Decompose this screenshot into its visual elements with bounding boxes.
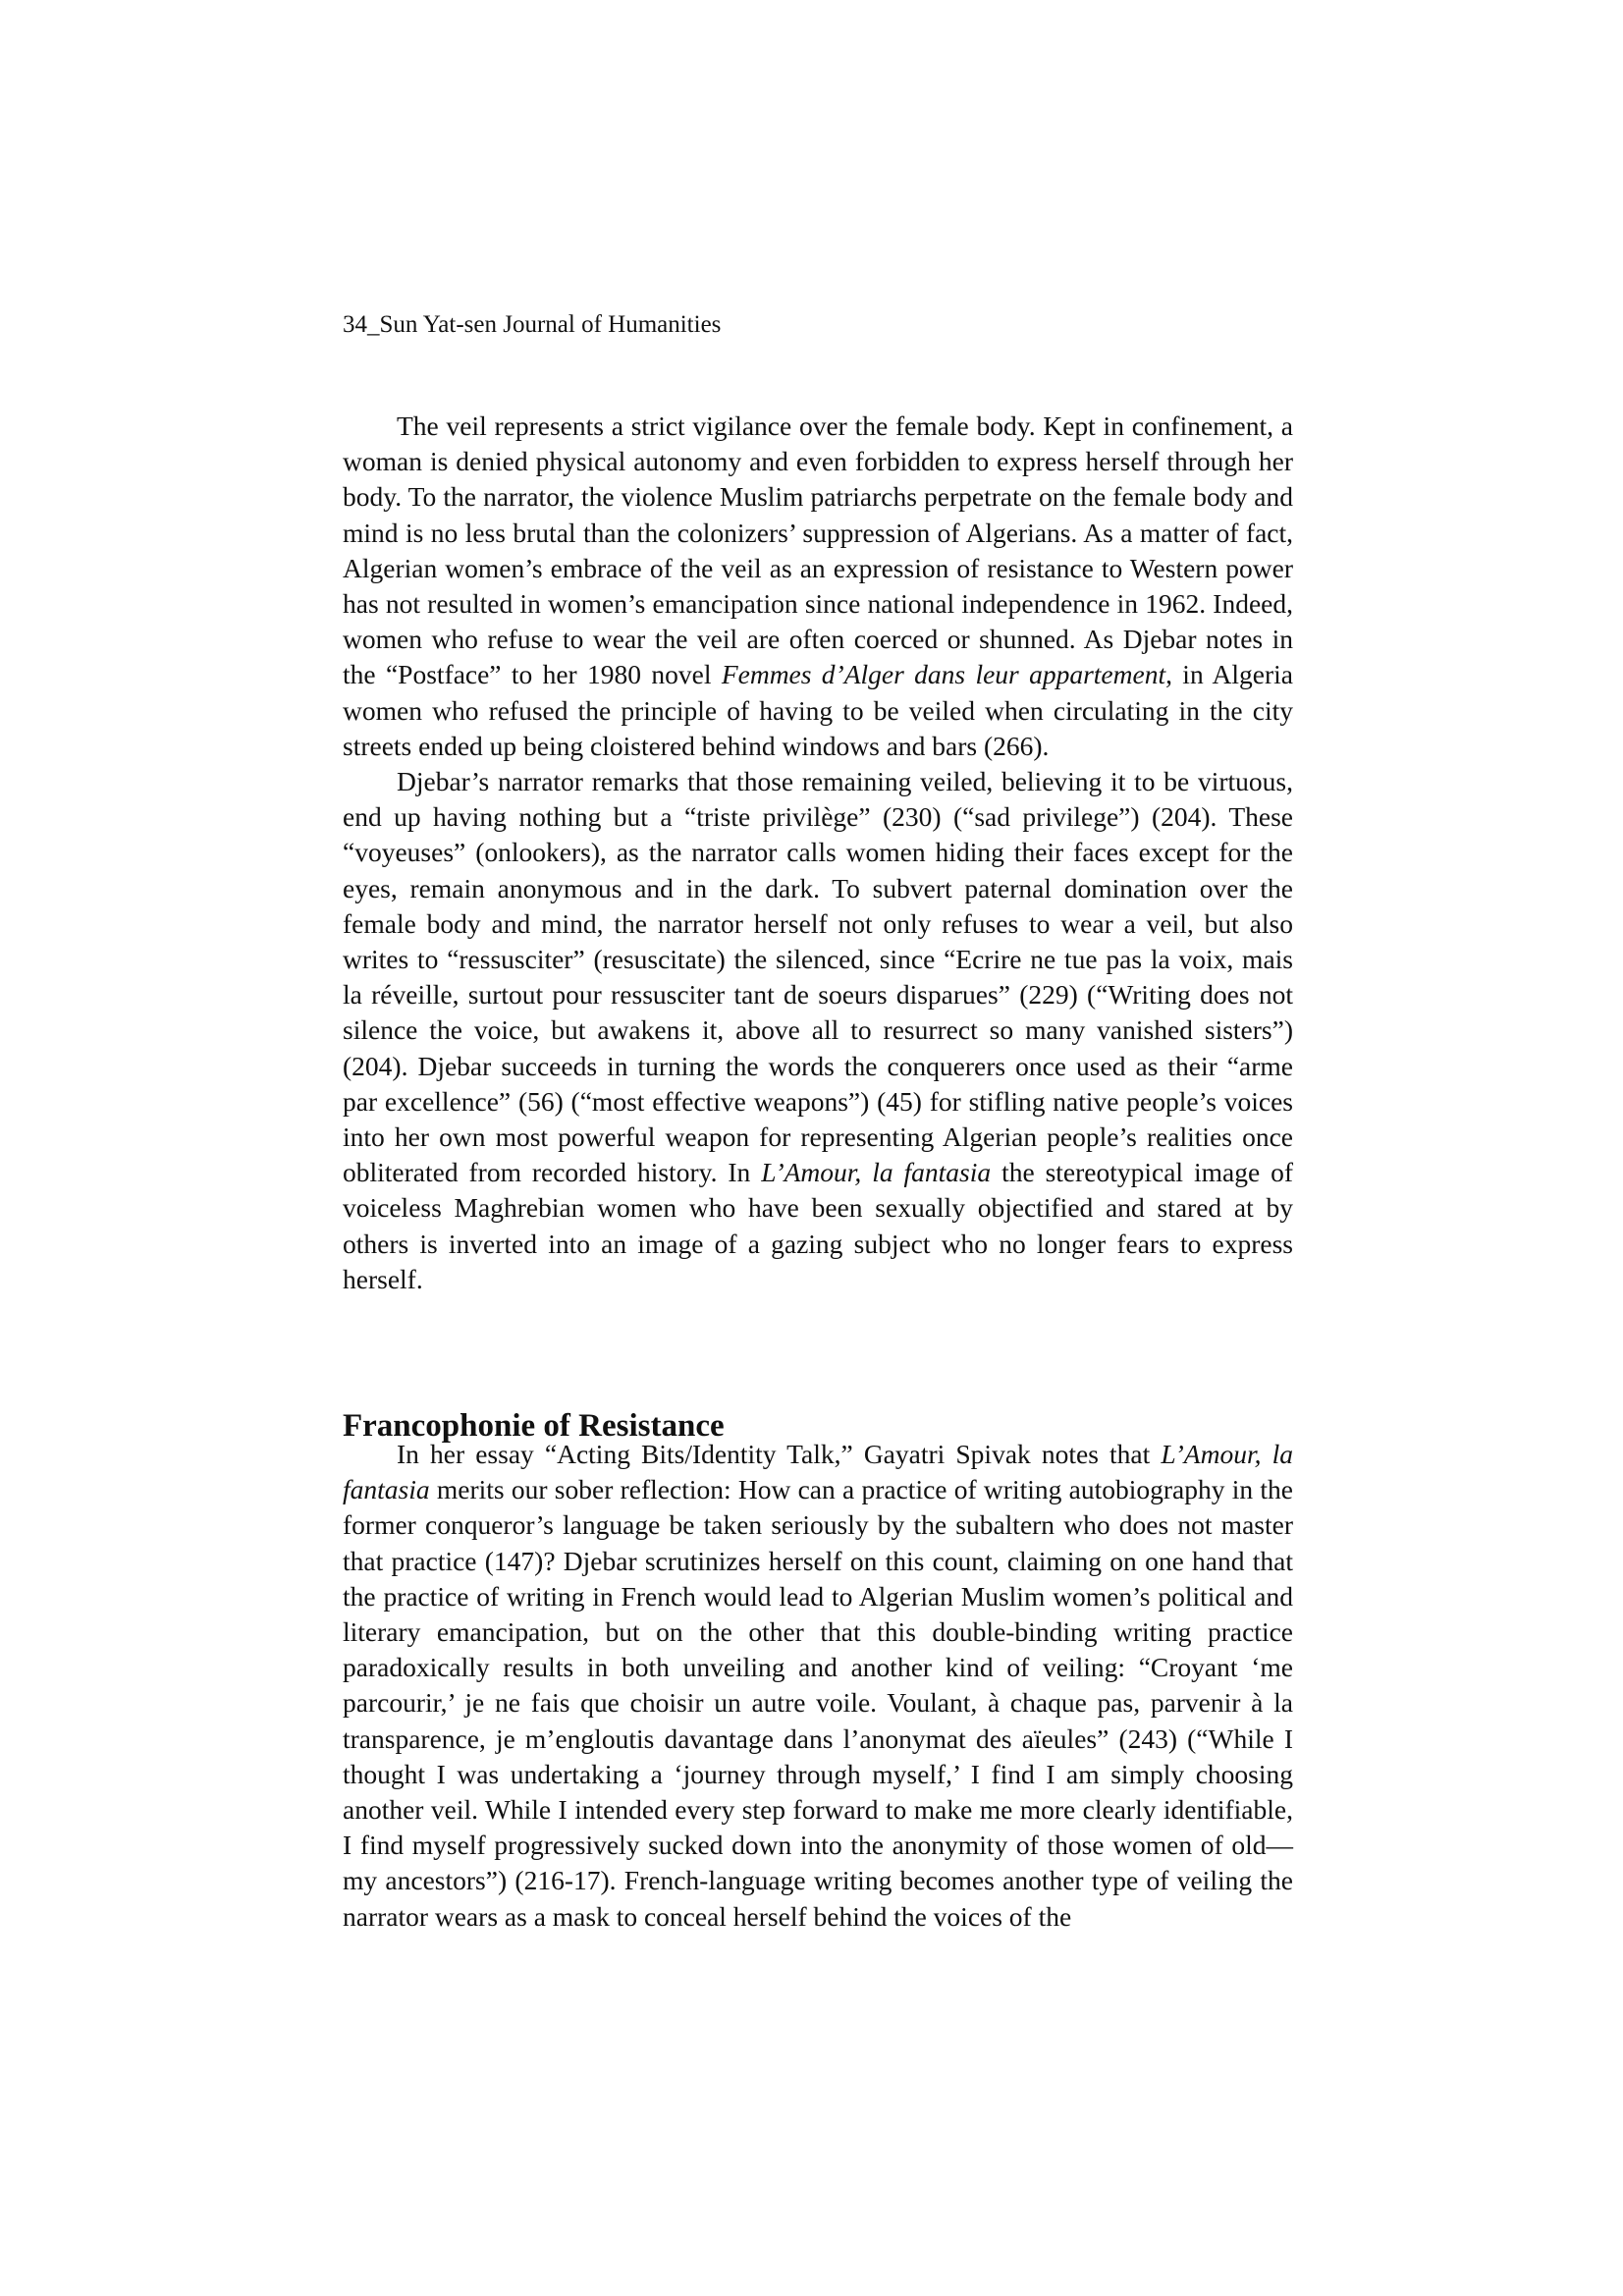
paragraph-1-text-b: , in Algeria women who refused the principle of having to be veiled when circulating in the city streets ended up being cloistered behind windows and bars (266). bbox=[343, 659, 1293, 761]
paragraph-veil-vigilance bbox=[343, 409, 1293, 764]
paragraph-2-text-b: the stereotypical image of voiceless Maghrebian women who have been sexually objectified and stared at by others is inverted into an image of a gazing subject who no longer fears to express herself. bbox=[343, 1157, 1293, 1294]
paragraph-3-italic-title: L’Amour, la fantasia bbox=[343, 1439, 1293, 1505]
body-text-upper bbox=[343, 409, 1293, 1297]
paragraph-1-italic-title: Femmes d’Alger dans leur appartement bbox=[721, 659, 1166, 690]
running-head: 34_Sun Yat-sen Journal of Humanities bbox=[343, 311, 722, 338]
paragraph-djebar-narrator bbox=[343, 764, 1293, 1297]
paragraph-2-text-a: Djebar’s narrator remarks that those remaining veiled, believing it to be virtuous, end up having nothing but a “triste privilège” (230) (“sad privilege”) (204). These “voyeuses” (onlookers), as the narrator calls women hiding their faces except for the eyes, remain anonymous and in the dark. To subvert paternal domination over the female body and mind, the narrator herself not only refuses to wear a veil, but also writes to “ressusciter” (resuscitate) the silenced, since “Ecrire ne tue pas la voix, mais la réveille, surtout pour ressusciter tant de soeurs disparues” (229) (“Writing does not silence the voice, but awakens it, above all to resurrect so many vanished sisters”) (204). Djebar succeeds in turning the words the conquerers once used as their “arme par excellence” (56) (“most effective weapons”) (45) for stifling native people’s voices into her own most powerful weapon for representing Algerian people’s realities once obliterated from recorded history. In bbox=[343, 766, 1293, 1188]
paragraph-2-italic-title: L’Amour, la fantasia bbox=[761, 1157, 992, 1188]
paragraph-spivak-essay bbox=[343, 1437, 1293, 1935]
section-heading: Francophonie of Resistance bbox=[343, 1408, 725, 1445]
body-text-lower bbox=[343, 1437, 1293, 1935]
paragraph-3-text-a: In her essay “Acting Bits/Identity Talk,” Gayatri Spivak notes that bbox=[397, 1439, 1162, 1469]
paragraph-3-text-b: merits our sober reflection: How can a practice of writing autobiography in the former conqueror’s language be taken seriously by the subaltern who does not master that practice (147)? Djebar scrutinizes herself on this count, claiming on one hand that the practice of writing in French would lead to Algerian Muslim women’s political and literary emancipation, but on the other that this double-binding writing practice paradoxically results in both unveiling and another kind of veiling: “Croyant ‘me parcourir,’ je ne fais que choisir un autre voile. Voulant, à chaque pas, parvenir à la transparence, je m’engloutis davantage dans l’anonymat des aïeules” (243) (“While I thought I was undertaking a ‘journey through myself,’ I find I am simply choosing another veil. While I intended every step forward to make me more clearly identifiable, I find myself progressively sucked down into the anonymity of those women of old—my ancestors”) (216-17). French-language writing becomes another type of veiling the narrator wears as a mask to conceal herself behind the voices of the bbox=[343, 1474, 1293, 1932]
paragraph-1-text-a: The veil represents a strict vigilance over the female body. Kept in confinement, a woman is denied physical autonomy and even forbidden to express herself through her body. To the narrator, the violence Muslim patriarchs perpetrate on the female body and mind is no less brutal than the colonizers’ suppression of Algerians. As a matter of fact, Algerian women’s embrace of the veil as an expression of resistance to Western power has not resulted in women’s emancipation since national independence in 1962. Indeed, women who refuse to wear the veil are often coerced or shunned. As Djebar notes in the “Postface” to her 1980 novel bbox=[343, 410, 1293, 690]
